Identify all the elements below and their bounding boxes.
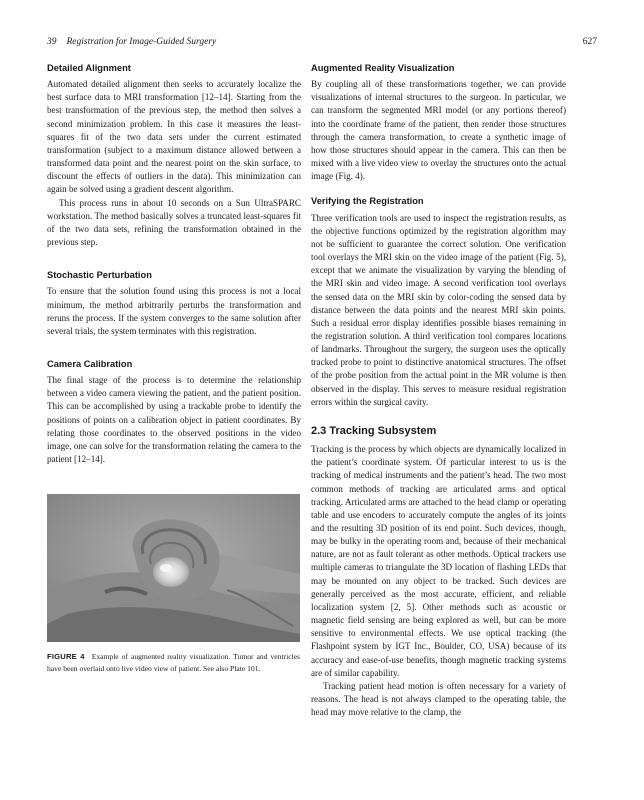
running-header	[47, 37, 597, 51]
section-augmented-reality	[311, 62, 566, 183]
section-tracking-subsystem	[311, 425, 566, 719]
heading-camera-calibration: Camera Calibration	[47, 358, 133, 369]
left-column	[47, 62, 301, 466]
heading-tracking-subsystem: 2.3 Tracking Subsystem	[311, 424, 437, 437]
section-camera-calibration	[47, 358, 301, 466]
chapter-number: 39	[47, 37, 57, 47]
right-column	[311, 62, 566, 719]
paragraph: This process runs in about 10 seconds on a Sun UltraSPARC workstation. The method basically solves a truncated least-squares fit of the two data sets, refining the transformation obtained in the previous step.	[47, 197, 301, 248]
figure-4-image	[47, 494, 300, 642]
paragraph: To ensure that the solution found using this process is not a local minimum, the method arbitrarily perturbs the transformation and reruns the process. If the system converges to the same solution after several trials, the system terminates with this registration.	[47, 286, 301, 336]
augmented-reality-photo	[47, 494, 300, 642]
paragraph: Tracking patient head motion is often necessary for a variety of reasons. The head is not always clamped to the operating table, the head may move relative to the clamp, the	[311, 680, 566, 718]
page-number: 627	[582, 37, 597, 47]
heading-augmented-reality: Augmented Reality Visualization	[311, 63, 455, 73]
figure-caption	[47, 651, 300, 675]
paragraph: The final stage of the process is to determine the relationship between a video camera viewing the patient, and the patient position. This can be accomplished by using a trackable probe to identify the positions of points on a calibration object in patient coordinates. By relating those coordinates to the observed positions in the video image, one can solve for the transformation relating the camera to the patient [12–14].	[47, 375, 301, 465]
running-header-left	[47, 37, 216, 47]
figure-label: FIGURE 4	[47, 652, 85, 661]
section-detailed-alignment	[47, 62, 301, 249]
section-verifying-registration	[311, 195, 566, 409]
section-stochastic-perturbation	[47, 269, 301, 338]
chapter-title: Registration for Image-Guided Surgery	[66, 37, 217, 47]
paragraph: Tracking is the process by which objects are dynamically localized in the patient’s coordinate system. Of particular interest to us is the tracking of medical instruments and the patient’s head. The two most common methods of tracking are articulated arms and optical tracking. Articulated arms are attached to the head clamp or operating table and use encoders to accurately compute the angles of its joints and the resulting 3D position of its end point. Such devices, though, may be bulky in the operating room and, because of their mechanical nature, are not as fault tolerant as other methods. Optical trackers use multiple cameras to triangulate the 3D location of flashing LEDs that may be mounted on any object to be tracked. Such devices are generally perceived as the most accurate, efficient, and reliable localization system [2, 5]. Other methods such as acoustic or magnetic field sensing are being explored as well, but can be more sensitive to environmental effects. We use optical tracking (the Flashpoint system by IGT Inc., Boulder, CO, USA) because of its accuracy and ease-of-use benefits, though magnetic tracking systems are of similar capability.	[311, 444, 566, 678]
paragraph: Three verification tools are used to inspect the registration results, as the objective functions optimized by the registration algorithm may not be sufficient to guarantee the correct solution. One verification tool overlays the MRI skin on the video image of the patient (Fig. 5), except that we animate the visualization by varying the blending of the MRI skin and video image. A second verification tool overlays the sensed data on the MRI skin by color-coding the sensed data by distance between the data points and the nearest MRI skin points. Such a residual error display identifies possible biases remaining in the registration solution. A third verification tool compares locations of landmarks. Throughout the surgery, the surgeon uses the optically tracked probe to point to distinctive anatomical structures. The offset of the probe position from the actual point in the MR volume is then observed in the display. This serves to measure residual registration errors within the surgical cavity.	[311, 212, 566, 407]
heading-detailed-alignment: Detailed Alignment	[47, 63, 131, 73]
paragraph: By coupling all of these transformations together, we can provide visualizations of internal structures to the surgeon. In particular, we can transform the segmented MRI model (or any portions thereof) into the coordinate frame of the patient, then render those structures through the camera transformation, to create a synthetic image of how those structures should appear in the camera. This can then be mixed with a live video view to overlay the structures onto the actual image (Fig. 4).	[311, 79, 566, 182]
figure-caption-text: Example of augmented reality visualization. Tumor and ventricles have been overlaid onto live video view of patient. See also Plate 101.	[47, 652, 300, 673]
heading-verifying-registration: Verifying the Registration	[311, 196, 424, 207]
heading-stochastic-perturbation: Stochastic Perturbation	[47, 270, 152, 281]
paragraph: Automated detailed alignment then seeks to accurately localize the best surface data to MRI transformation [12–14]. Starting from the best transformation of the previous step, the method then solves a second minimization problem. In this case it measures the least-squares fit of the two data sets under the current estimated transformation (subject to a maximum distance allowed between a transformed data point and the nearest point on the skin surface, to discount the effects of outliers in the data). This minimization can again be solved using a gradient descent algorithm.	[47, 79, 301, 195]
